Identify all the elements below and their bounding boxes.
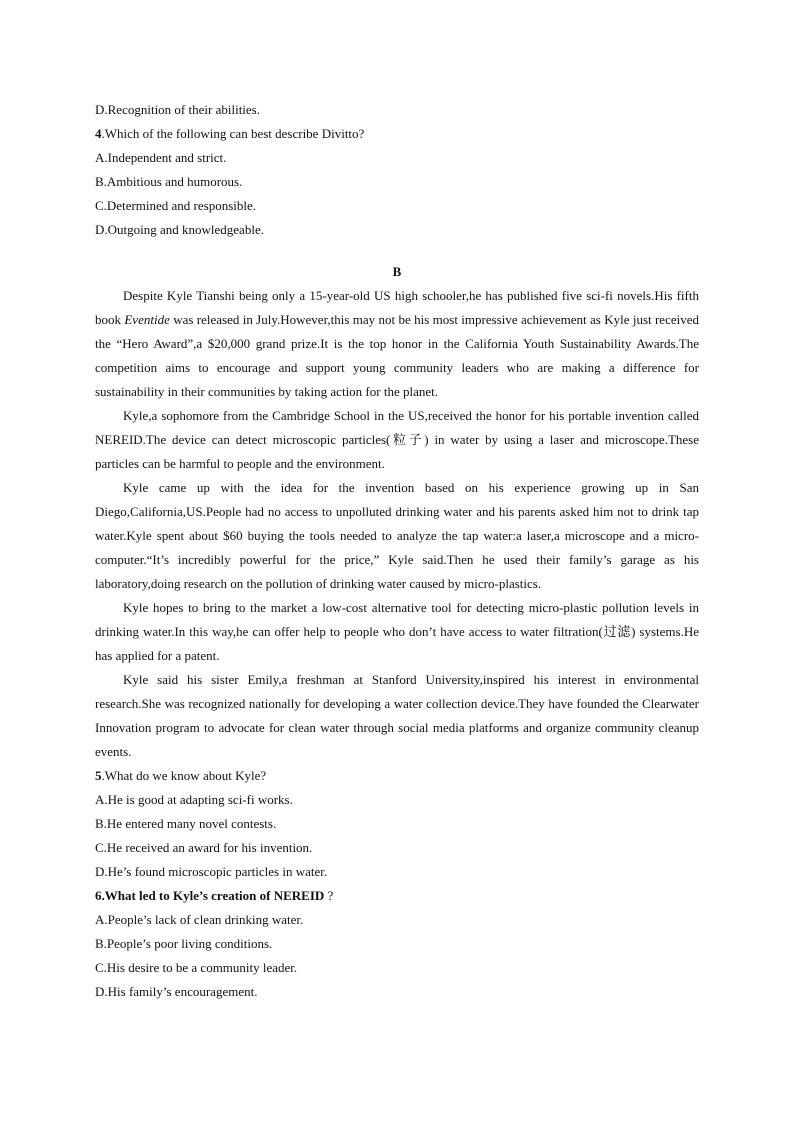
q5-option-b: B.He entered many novel contests. xyxy=(95,816,277,831)
option-d-prev: D.Recognition of their abilities. xyxy=(95,102,260,117)
q6-option-a: A.People’s lack of clean drinking water. xyxy=(95,912,304,927)
passage-paragraph-1 xyxy=(95,284,699,404)
question-stem: .What do we know about Kyle? xyxy=(101,768,267,783)
paragraph-text: was released in July.However,this may not be his most impressive achievement as Kyle just received the “Hero Award”,a $20,000 grand prize.It is the top honor in the California Youth Sustainability Awards.The competition aims to encourage and support young community leaders who are making a difference for sustainability in their communities by taking action for the planet. xyxy=(95,312,699,399)
passage-paragraph-3: Kyle came up with the idea for the invention based on his experience growing up in San Diego,California,US.People had no access to unpolluted drinking water and his parents asked him not to drink tap water.Kyle spent about $60 buying the tools needed to analyze the tap water:a laser,a microscope and a micro-computer.“It’s incredibly powerful for the price,” Kyle said.Then he used their family’s garage as his laboratory,doing research on the pollution of drinking water caused by micro-plastics. xyxy=(95,480,699,591)
question-stem: .Which of the following can best describe Divitto? xyxy=(101,126,365,141)
q4-option-b: B.Ambitious and humorous. xyxy=(95,174,243,189)
passage-paragraph-5: Kyle said his sister Emily,a freshman at Stanford University,inspired his interest in environmental research.She was recognized nationally for developing a water collection device.They have founded the Clearwater Innovation program to advocate for clean water through social media platforms and organize community cleanup events. xyxy=(95,672,699,759)
q4-option-c: C.Determined and responsible. xyxy=(95,198,257,213)
q5-option-d: D.He’s found microscopic particles in water. xyxy=(95,864,328,879)
q6-option-c: C.His desire to be a community leader. xyxy=(95,960,298,975)
question-5 xyxy=(95,764,699,788)
q4-option-a: A.Independent and strict. xyxy=(95,150,227,165)
q6-option-b: B.People’s poor living conditions. xyxy=(95,936,273,951)
question-6 xyxy=(95,884,699,908)
q5-option-a: A.He is good at adapting sci-fi works. xyxy=(95,792,293,807)
paragraph-text: Despite Kyle Tianshi being only a 15-year-old US high schooler,he has published five sci-fi novels.His fifth book xyxy=(95,288,699,327)
document-page xyxy=(95,98,699,1004)
question-mark: ? xyxy=(327,888,334,903)
q6-option-d: D.His family’s encouragement. xyxy=(95,984,258,999)
q4-option-d: D.Outgoing and knowledgeable. xyxy=(95,222,264,237)
passage-paragraph-2: Kyle,a sophomore from the Cambridge School in the US,received the honor for his portable invention called NEREID.The device can detect microscopic particles(粒子) in water by using a laser and microscope.These particles can be harmful to people and the environment. xyxy=(95,408,699,471)
section-title: B xyxy=(392,264,402,279)
book-title: Eventide xyxy=(124,312,170,327)
question-number: 6 xyxy=(95,888,102,903)
question-number: 5 xyxy=(95,768,102,783)
question-stem: .What led to Kyle’s creation of NEREID xyxy=(101,888,325,903)
question-number: 4 xyxy=(95,126,102,141)
q5-option-c: C.He received an award for his invention. xyxy=(95,840,313,855)
passage-paragraph-4: Kyle hopes to bring to the market a low-cost alternative tool for detecting micro-plastic pollution levels in drinking water.In this way,he can offer help to people who don’t have access to water filtration(过滤) systems.He has applied for a patent. xyxy=(95,600,699,663)
question-4 xyxy=(95,122,699,146)
